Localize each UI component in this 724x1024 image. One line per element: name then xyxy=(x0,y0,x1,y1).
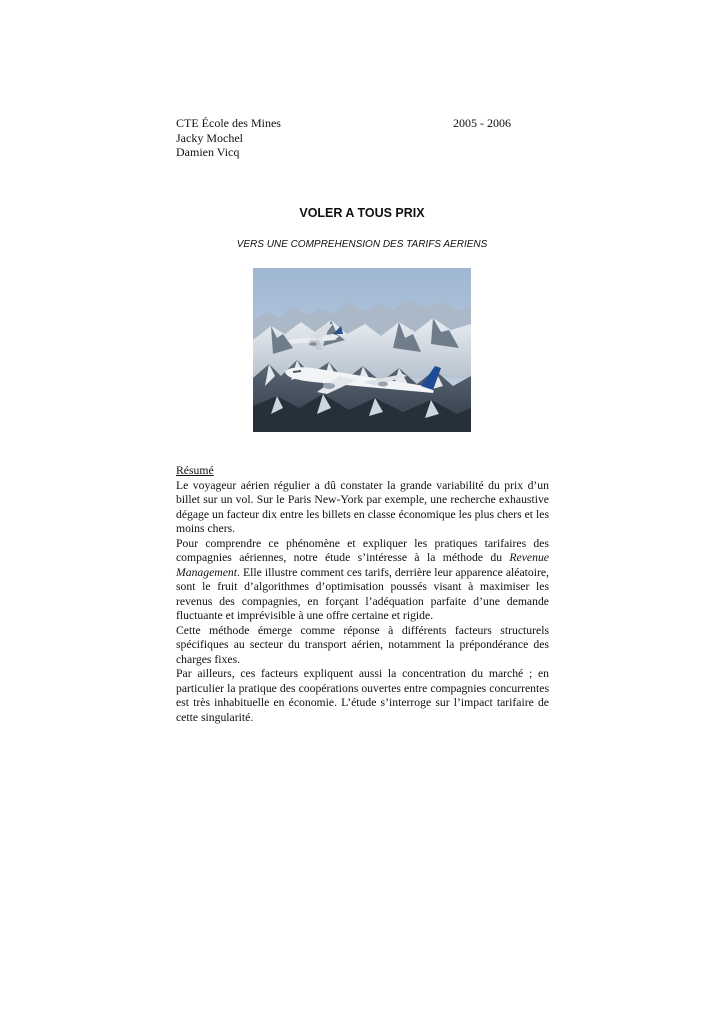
abstract-paragraph: Pour comprendre ce phénomène et expliquer les pratiques tarifaires des compagnies aériennes, notre étude s’intéresse à la méthode du Revenue Management. Elle illustre comment ces tarifs, derrière leur apparence aléatoire, sont le fruit d’algorithmes d’optimisation poussés visant à maximiser les revenus des compagnies, en forçant l’adéquation parfaite d’une demande fluctuante et imprévisible à une offre certaine et rigide. xyxy=(176,536,549,622)
academic-year: 2005 - 2006 xyxy=(453,116,511,130)
document-subtitle: VERS UNE COMPREHENSION DES TARIFS AERIENS xyxy=(236,239,488,250)
abstract-paragraph: Par ailleurs, ces facteurs expliquent aussi la concentration du marché ; en particulier la pratique des coopérations ouvertes entre compagnies concurrentes est très inhabituelle en économie. L’étude s’interroge sur l’impact tarifaire de cette singularité. xyxy=(176,667,549,724)
abstract-paragraph: Le voyageur aérien régulier a dû constater la grande variabilité du prix d’un billet sur un vol. Sur le Paris New-York par exemple, une recherche exhaustive dégage un facteur dix entre les billets en classe économique les plus chers et les moins chers. xyxy=(176,478,549,535)
document-title: VOLER A TOUS PRIX xyxy=(299,206,425,220)
author-name: Jacky Mochel xyxy=(176,130,243,145)
institution: CTE École des Mines xyxy=(176,116,281,130)
abstract xyxy=(176,464,549,725)
revenue-management-term: Revenue Management xyxy=(176,551,549,579)
author-name: Damien Vicq xyxy=(176,145,240,159)
airplanes-over-mountains-photo xyxy=(253,268,471,432)
abstract-heading: Résumé xyxy=(176,464,214,477)
abstract-paragraph: Cette méthode émerge comme réponse à différents facteurs structurels spécifiques au secteur du transport aérien, notamment la prépondérance des charges fixes. xyxy=(176,623,549,666)
